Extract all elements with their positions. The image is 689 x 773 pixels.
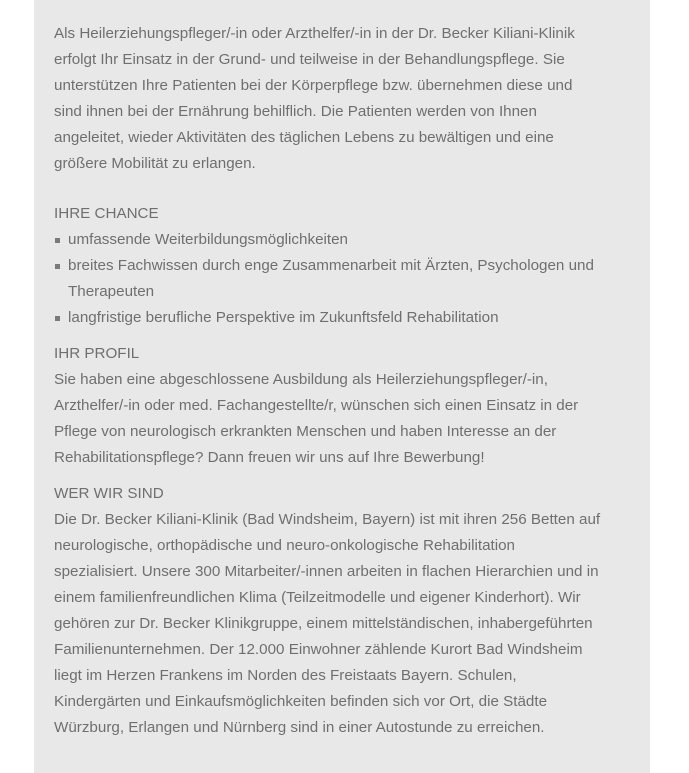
benefit-item [54, 305, 630, 331]
wir-line: Familienunternehmen. Der 12.000 Einwohner zählende Kurort Bad Windsheim [54, 641, 583, 658]
square-bullet-icon [55, 316, 60, 321]
section-ihr-profil [54, 341, 630, 471]
intro-paragraph [54, 21, 630, 177]
job-description-content [54, 21, 630, 741]
section-heading-ihre-chance: IHRE CHANCE [54, 205, 159, 222]
intro-line: Als Heilerziehungspfleger/-in oder Arzthelfer/-in in der Dr. Becker Kiliani-Klinik [54, 25, 575, 42]
square-bullet-icon [55, 238, 60, 243]
wir-line: liegt im Herzen Frankens im Norden des Freistaats Bayern. Schulen, [54, 667, 517, 684]
intro-line: unterstützen Ihre Patienten bei der Körperpflege bzw. übernehmen diese und [54, 77, 573, 94]
profil-paragraph [54, 367, 630, 471]
intro-line: angeleitet, wieder Aktivitäten des täglichen Lebens zu bewältigen und eine [54, 129, 554, 146]
intro-line: größere Mobilität zu erlangen. [54, 155, 256, 172]
wir-line: Würzburg, Erlangen und Nürnberg sind in einer Autostunde zu erreichen. [54, 719, 545, 736]
section-ihre-chance [54, 201, 630, 331]
wir-line: spezialisiert. Unsere 300 Mitarbeiter/-innen arbeiten in flachen Hierarchien und in [54, 563, 599, 580]
wir-line: neurologische, orthopädische und neuro-onkologische Rehabilitation [54, 537, 516, 554]
wir-line: gehören zur Dr. Becker Klinikgruppe, einem mittelständischen, inhabergeführten [54, 615, 593, 632]
square-bullet-icon [55, 264, 60, 269]
benefits-list [54, 227, 630, 331]
benefit-line: breites Fachwissen durch enge Zusammenarbeit mit Ärzten, Psychologen und [68, 257, 594, 274]
wir-line: einem familienfreundlichen Klima (Teilzeitmodelle und eigener Kinderhort). Wir [54, 589, 581, 606]
section-heading-ihr-profil: IHR PROFIL [54, 345, 140, 362]
wir-paragraph [54, 507, 630, 741]
section-wer-wir-sind [54, 481, 630, 741]
profil-line: Pflege von neurologisch erkrankten Menschen und haben Interesse an der [54, 423, 557, 440]
intro-line: sind ihnen bei der Ernährung behilflich. Die Patienten werden von Ihnen [54, 103, 537, 120]
benefit-line: umfassende Weiterbildungsmöglichkeiten [68, 231, 348, 248]
job-description-panel [34, 0, 650, 773]
benefit-line: langfristige berufliche Perspektive im Zukunftsfeld Rehabilitation [68, 309, 499, 326]
benefit-line: Therapeuten [68, 283, 155, 300]
benefit-item [54, 253, 630, 305]
wir-line: Die Dr. Becker Kiliani-Klinik (Bad Windsheim, Bayern) ist mit ihren 256 Betten auf [54, 511, 601, 528]
profil-line: Arzthelfer/-in oder med. Fachangestellte/r, wünschen sich einen Einsatz in der [54, 397, 579, 414]
wir-line: Kindergärten und Einkaufsmöglichkeiten befinden sich vor Ort, die Städte [54, 693, 548, 710]
benefit-item [54, 227, 630, 253]
intro-line: erfolgt Ihr Einsatz in der Grund- und teilweise in der Behandlungspflege. Sie [54, 51, 565, 68]
profil-line: Rehabilitationspflege? Dann freuen wir uns auf Ihre Bewerbung! [54, 449, 485, 466]
section-heading-wer-wir-sind: WER WIR SIND [54, 485, 164, 502]
profil-line: Sie haben eine abgeschlossene Ausbildung als Heilerziehungspfleger/-in, [54, 371, 548, 388]
